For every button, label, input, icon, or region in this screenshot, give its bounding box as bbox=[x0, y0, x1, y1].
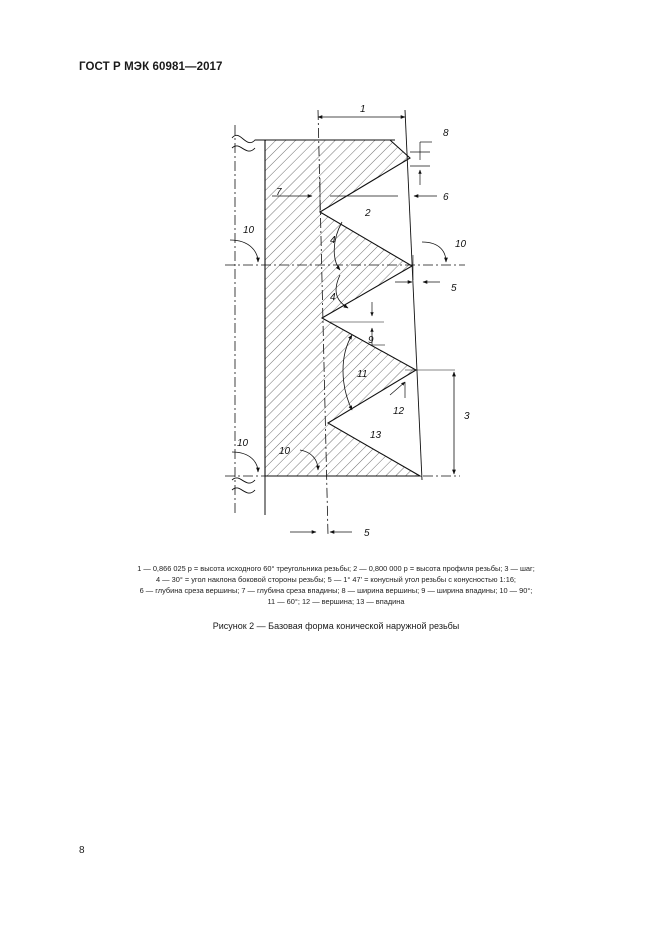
label-7: 7 bbox=[276, 187, 282, 198]
label-6: 6 bbox=[443, 192, 449, 203]
label-5-bottom: 5 bbox=[364, 528, 370, 539]
label-9: 9 bbox=[368, 335, 374, 346]
label-4-upper: 4 bbox=[330, 235, 336, 246]
label-10-inner: 10 bbox=[279, 446, 291, 457]
label-5-right: 5 bbox=[451, 283, 457, 294]
thread-body-section bbox=[265, 140, 420, 476]
label-10-right: 10 bbox=[455, 239, 467, 250]
legend-line: 6 — глубина среза вершины; 7 — глубина среза впадины; 8 — ширина вершины; 9 — ширина впадины; 10 — 90°; bbox=[139, 586, 533, 595]
document-header: ГОСТ Р МЭК 60981—2017 bbox=[79, 61, 223, 73]
label-1: 1 bbox=[360, 104, 366, 115]
label-4-lower: 4 bbox=[330, 292, 336, 303]
label-10-left-top: 10 bbox=[243, 225, 255, 236]
thread-profile-figure bbox=[200, 95, 500, 545]
thread-profile-drawing bbox=[200, 95, 500, 545]
label-12: 12 bbox=[393, 406, 405, 417]
break-line-bottom bbox=[232, 478, 255, 483]
legend-line: 1 — 0,866 025 p = высота исходного 60° треугольника резьбы; 2 — 0,800 000 p = высота профиля резьбы; 3 — шаг; bbox=[137, 564, 535, 573]
legend-line: 11 — 60°; 12 — вершина; 13 — впадина bbox=[267, 597, 405, 606]
label-8: 8 bbox=[443, 128, 449, 139]
label-13: 13 bbox=[370, 430, 382, 441]
label-2: 2 bbox=[365, 208, 371, 219]
figure-caption: Рисунок 2 — Базовая форма конической наружной резьбы bbox=[212, 621, 460, 631]
label-3: 3 bbox=[464, 411, 470, 422]
label-11: 11 bbox=[357, 369, 368, 380]
label-10-left-bottom: 10 bbox=[237, 438, 249, 449]
figure-legend bbox=[70, 563, 602, 607]
page-number: 8 bbox=[79, 845, 85, 856]
cone-line bbox=[405, 110, 422, 480]
legend-line: 4 — 30° = угол наклона боковой стороны резьбы; 5 — 1° 47' = конусный угол резьбы с конусностью 1:16; bbox=[156, 575, 516, 584]
